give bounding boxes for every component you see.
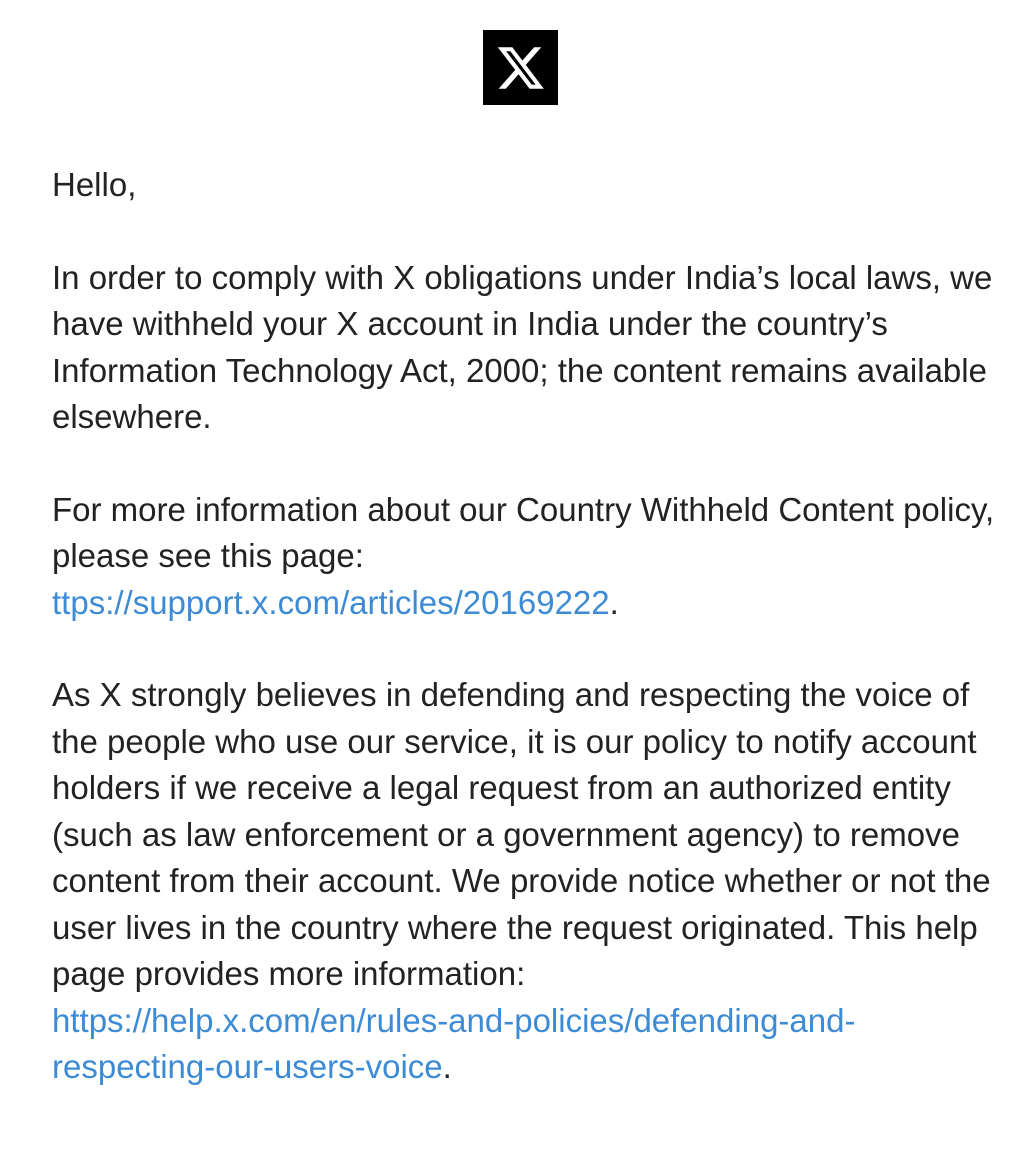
notification-policy-text: As X strongly believes in defending and respecting the voice of the people who use our service, it is our policy to notify account holders if we receive a legal request from an authorized entity (such as law enforcement or a government agency) to remove content from their account. We provide notice whether or not the user lives in the country where the request originated. This help page provides more information: xyxy=(52,676,991,992)
x-logo-icon xyxy=(498,47,544,89)
withheld-notice-paragraph: In order to comply with X obligations under India’s local laws, we have withheld your X account in India under the country’s Information Technology Act, 2000; the content remains available elsewhere. xyxy=(52,258,993,435)
policy-link[interactable]: ttps://support.x.com/articles/20169222 xyxy=(52,583,610,621)
email-body xyxy=(52,162,1002,1137)
x-logo xyxy=(483,30,558,105)
policy-info-text: For more information about our Country Withheld Content policy, please see this page: xyxy=(52,490,995,574)
policy-info-paragraph xyxy=(52,487,1002,627)
help-link-period: . xyxy=(442,1048,452,1085)
policy-link-period: . xyxy=(609,583,619,621)
greeting: Hello, xyxy=(52,166,137,203)
notification-policy-paragraph xyxy=(52,672,1002,1091)
help-page-link[interactable]: https://help.x.com/en/rules-and-policies/defending-and-respecting-our-users-voice xyxy=(52,1001,856,1085)
